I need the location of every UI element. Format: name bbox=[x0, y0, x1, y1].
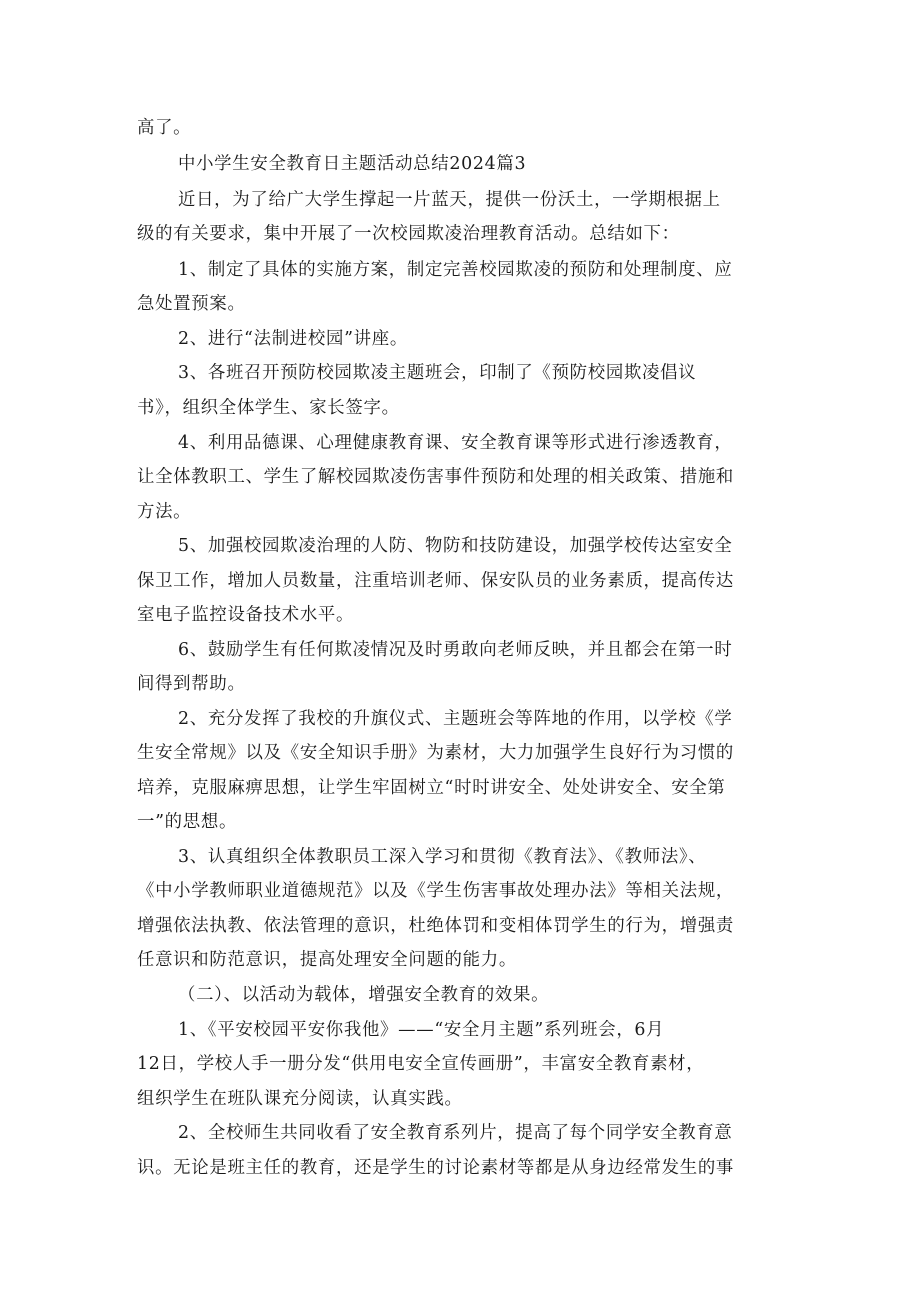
text-line: 室电子监控设备技术水平。 bbox=[137, 605, 355, 625]
text-line: 组织学生在班队课充分阅读，认真实践。 bbox=[137, 1089, 463, 1109]
text-line: 4、利用品德课、心理健康教育课、安全教育课等形式进行渗透教育， bbox=[178, 433, 733, 453]
text-line: 书》，组织全体学生、家长签字。 bbox=[137, 398, 400, 418]
text-line: 1、《平安校园平安你我他》——“安全月主题”系列班会，6月 bbox=[178, 1020, 665, 1040]
text-line: 12日，学校人手一册分发“供用电安全宣传画册”，丰富安全教育素材， bbox=[137, 1054, 705, 1074]
text-line: 1、制定了具体的实施方案，制定完善校园欺凌的预防和处理制度、应 bbox=[178, 260, 733, 280]
text-line: 5、加强校园欺凌治理的人防、物防和技防建设，加强学校传达室安全 bbox=[178, 536, 733, 556]
text-line: 3、认真组织全体教职员工深入学习和贯彻《教育法》、《教师法》、 bbox=[178, 847, 707, 867]
text-line: 高了。 bbox=[137, 118, 192, 138]
section-heading: 中小学生安全教育日主题活动总结2024篇3 bbox=[178, 154, 527, 174]
text-line: 让全体教职工、学生了解校园欺凌伤害事件预防和处理的相关政策、措施和 bbox=[137, 467, 734, 487]
text-line: 6、鼓励学生有任何欺凌情况及时勇敢向老师反映，并且都会在第一时 bbox=[178, 640, 733, 660]
text-line: 2、全校师生共同收看了安全教育系列片，提高了每个同学安全教育意 bbox=[178, 1123, 733, 1143]
text-line: 间得到帮助。 bbox=[137, 674, 246, 694]
text-line: 急处置预案。 bbox=[137, 294, 246, 314]
subsection-heading: （二）、以活动为载体，增强安全教育的效果。 bbox=[178, 985, 550, 1005]
text-line: 近日，为了给广大学生撑起一片蓝天，提供一份沃土，一学期根据上 bbox=[178, 190, 721, 210]
text-line: 增强依法执教、依法管理的意识，杜绝体罚和变相体罚学生的行为，增强责 bbox=[137, 916, 734, 936]
text-line: 《中小学教师职业道德规范》以及《学生伤害事故处理办法》等相关法规， bbox=[137, 881, 734, 901]
text-line: 识。无论是班主任的教育，还是学生的讨论素材等都是从身边经常发生的事 bbox=[137, 1158, 734, 1178]
text-line: 级的有关要求，集中开展了一次校园欺凌治理教育活动。总结如下： bbox=[137, 224, 680, 244]
text-line: 保卫工作，增加人员数量，注重培训老师、保安队员的业务素质，提高传达 bbox=[137, 571, 734, 591]
text-line: 生安全常规》以及《安全知识手册》为素材，大力加强学生良好行为习惯的 bbox=[137, 743, 734, 763]
text-line: 3、各班召开预防校园欺凌主题班会，印制了《预防校园欺凌倡议 bbox=[178, 363, 697, 383]
text-line: 2、充分发挥了我校的升旗仪式、主题班会等阵地的作用，以学校《学 bbox=[178, 709, 733, 729]
text-line: 2、进行“法制进校园”讲座。 bbox=[178, 329, 408, 349]
text-line: 任意识和防范意识，提高处理安全问题的能力。 bbox=[137, 950, 517, 970]
text-line: 培养，克服麻痹思想，让学生牢固树立“时时讲安全、处处讲安全、安全第 bbox=[137, 778, 726, 798]
text-line: 一”的思想。 bbox=[137, 812, 238, 832]
text-line: 方法。 bbox=[137, 502, 192, 522]
